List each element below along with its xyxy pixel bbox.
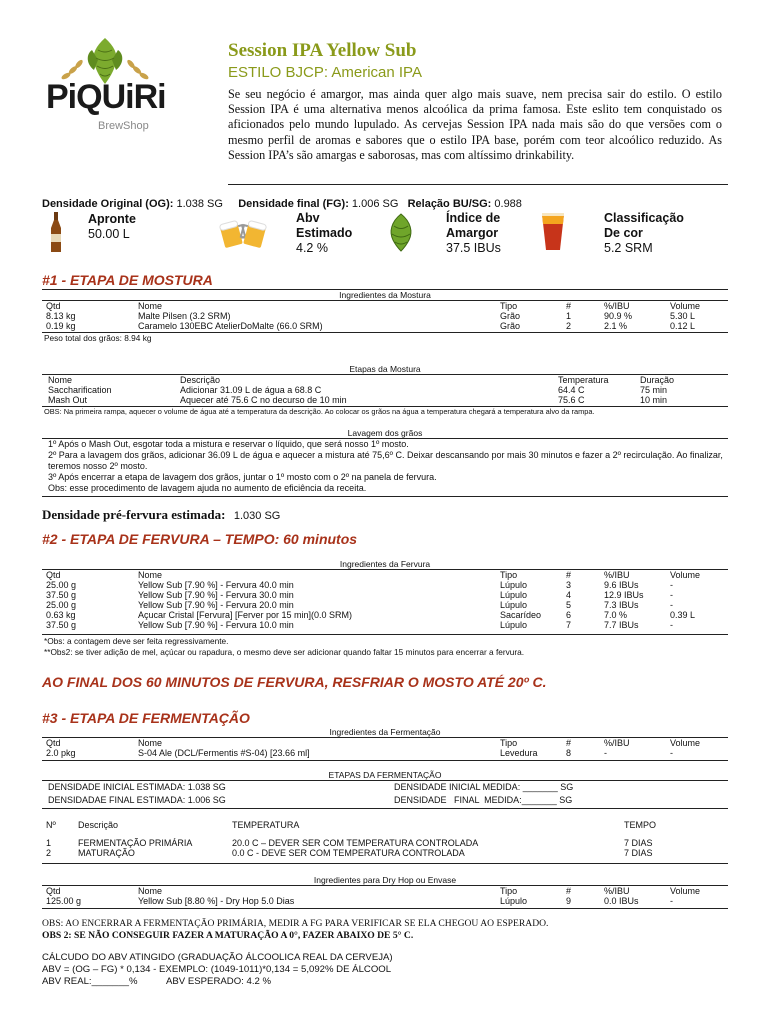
table-cell: Açucar Cristal [Fervura] [Ferver por 15 min](0.0 SRM) xyxy=(138,610,353,620)
boil-heading: #2 - ETAPA DE FERVURA – TEMPO: 60 minutos xyxy=(42,531,358,547)
preboil-value: 1.030 SG xyxy=(233,510,281,522)
table-cell: 3 xyxy=(566,580,572,590)
divider xyxy=(228,184,728,185)
og-label: Densidade Original (OG): xyxy=(42,198,174,210)
apronte-label: Apronte xyxy=(88,212,136,226)
col-header: Qtd xyxy=(46,886,61,896)
table-cell: 7.7 IBUs xyxy=(604,620,639,630)
col-header: # xyxy=(566,301,572,311)
table-cell: Malte Pilsen (3.2 SRM) xyxy=(138,311,231,321)
abv-expected: ABV ESPERADO: 4.2 % xyxy=(166,976,272,987)
col-header: %/IBU xyxy=(604,886,630,896)
table-cell: Yellow Sub [7.90 %] - Fervura 30.0 min xyxy=(138,590,294,600)
table-cell: - xyxy=(670,580,673,590)
boil-ingredients-caption: Ingredientes da Fervura xyxy=(339,559,431,569)
mash-obs: OBS: Na primeira rampa, aquecer o volume de água até a temperatura da descrição. Ao colocar os grãos na água a temperatura chegará a temperatura alvo da rampa. xyxy=(44,407,595,416)
calc-formula: ABV = (OG – FG) * 0,134 - EXEMPLO: (1049-1011)*0,134 = 5,092% DE ÁLCOOL xyxy=(42,964,392,975)
table-cell: 25.00 g xyxy=(46,580,77,590)
boil-ingredients-table xyxy=(46,570,728,630)
col-header: Qtd xyxy=(46,301,61,311)
col-header: Tipo xyxy=(500,738,518,748)
table-cell: 8.13 kg xyxy=(46,311,76,321)
table-cell: Lúpulo xyxy=(500,620,528,630)
table-cell: Lúpulo xyxy=(500,590,528,600)
table-cell: 90.9 % xyxy=(604,311,633,321)
col-header: Tipo xyxy=(500,301,518,311)
table-cell: 9.6 IBUs xyxy=(604,580,639,590)
gravity-row xyxy=(42,198,522,210)
table-cell: 2.1 % xyxy=(604,321,628,331)
table-cell: Adicionar 31.09 L de água a 68.8 C xyxy=(180,385,322,395)
table-cell: 1 xyxy=(566,311,572,321)
table-cell: Yellow Sub [8.80 %] - Dry Hop 5.0 Dias xyxy=(138,896,295,906)
col-header: Descrição xyxy=(78,820,119,830)
ferment-steps-table xyxy=(46,820,728,858)
table-cell: Saccharification xyxy=(48,385,112,395)
bu-label: Relação BU/SG: xyxy=(407,198,492,210)
abv-real: ABV REAL:_______% xyxy=(42,976,138,987)
divider xyxy=(42,808,728,809)
col-header: # xyxy=(566,570,572,580)
ferment-steps-caption: ETAPAS DA FERMENTAÇÃO xyxy=(328,770,442,780)
col-header: %/IBU xyxy=(604,738,630,748)
wash-steps xyxy=(48,439,724,494)
table-cell: Lúpulo xyxy=(500,896,528,906)
col-header: Qtd xyxy=(46,738,61,748)
table-cell: 25.00 g xyxy=(46,600,77,610)
mash-steps-caption: Etapas da Mostura xyxy=(349,364,421,374)
col-header: %/IBU xyxy=(604,301,630,311)
wash-step: 2º Para a lavagem dos grãos, adicionar 36.09 L de água e aquecer a mistura até 75,6º C. Deixar descansando por mais 30 minutos e fazer a 2º recirculação. Ao finalizar, teremos nosso 2º mosto. xyxy=(48,450,723,471)
table-cell: Grão xyxy=(500,311,521,321)
table-cell: FERMENTAÇÃO PRIMÁRIA xyxy=(78,838,193,848)
col-header: TEMPERATURA xyxy=(232,820,300,830)
bu-value: 0.988 xyxy=(494,198,522,210)
abv-label-1: Abv xyxy=(296,211,320,225)
table-cell: - xyxy=(670,590,673,600)
divider xyxy=(42,634,728,635)
table-cell: - xyxy=(670,748,673,758)
col-header: Volume xyxy=(670,738,701,748)
table-cell: 64.4 C xyxy=(558,385,585,395)
table-cell: 0.19 kg xyxy=(46,321,76,331)
table-cell: 0.39 L xyxy=(670,610,696,620)
col-header: Duração xyxy=(640,375,675,385)
table-cell: 5.30 L xyxy=(670,311,696,321)
table-cell: 37.50 g xyxy=(46,590,77,600)
table-cell: 1 xyxy=(46,838,52,848)
table-cell: Caramelo 130EBC AtelierDoMalte (66.0 SRM) xyxy=(138,321,323,331)
mash-total-weight: Peso total dos grãos: 8.94 kg xyxy=(44,333,152,343)
table-cell: 7 DIAS xyxy=(624,848,653,858)
col-header: Qtd xyxy=(46,570,61,580)
table-cell: 5 xyxy=(566,600,572,610)
table-cell: 2 xyxy=(46,848,52,858)
wash-step: Obs: esse procedimento de lavagem ajuda no aumento de eficiência da receita. xyxy=(48,483,367,493)
col-header: Temperatura xyxy=(558,375,609,385)
wash-caption: Lavagem dos grãos xyxy=(347,428,423,438)
divider xyxy=(42,496,728,497)
table-cell: 75 min xyxy=(640,385,668,395)
table-cell: 0.0 C - DEVE SER COM TEMPERATURA CONTROLADA xyxy=(232,848,465,858)
table-cell: - xyxy=(670,620,673,630)
table-cell: 7.0 % xyxy=(604,610,628,620)
table-cell: Levedura xyxy=(500,748,538,758)
fg-value: 1.006 SG xyxy=(351,198,399,210)
ferment-ingredients-table xyxy=(46,738,728,758)
logo xyxy=(40,36,170,136)
table-cell: 7.3 IBUs xyxy=(604,600,639,610)
table-cell: 75.6 C xyxy=(558,395,585,405)
dry-hop-table xyxy=(46,886,728,906)
table-cell: Yellow Sub [7.90 %] - Fervura 10.0 min xyxy=(138,620,294,630)
table-cell: 0.12 L xyxy=(670,321,696,331)
preboil-gravity xyxy=(42,506,280,524)
apronte-value: 50.00 L xyxy=(88,227,130,241)
table-cell: 9 xyxy=(566,896,572,906)
table-cell: 12.9 IBUs xyxy=(604,590,644,600)
wash-step: 3º Após encerrar a etapa de lavagem dos grãos, juntar o 1º mosto com o 2º na panela de fervura. xyxy=(48,472,437,482)
table-cell: Mash Out xyxy=(48,395,88,405)
calc-title: CÁLCUDO DO ABV ATINGIDO (GRADUAÇÃO ÁLCOOLICA REAL DA CERVEJA) xyxy=(42,952,393,963)
mash-ingredients-caption: Ingredientes da Mostura xyxy=(339,290,431,300)
abv-label-2: Estimado xyxy=(296,226,353,240)
srm-label-1: Classificação xyxy=(604,211,684,225)
table-cell: 8 xyxy=(566,748,572,758)
brand-name: PiQUiRi xyxy=(46,78,166,116)
table-cell: - xyxy=(670,600,673,610)
col-header: TEMPO xyxy=(624,820,657,830)
table-cell: 37.50 g xyxy=(46,620,77,630)
table-cell: Sacarídeo xyxy=(500,610,542,620)
boil-obs-2: **Obs2: se tiver adição de mel, açúcar ou rapadura, o mesmo deve ser adicionar quando faltar 15 minutos para encerrar a fervura. xyxy=(44,647,525,657)
bottle-icon xyxy=(48,212,64,252)
table-cell: Lúpulo xyxy=(500,580,528,590)
preboil-label: Densidade pré-fervura estimada: xyxy=(42,507,226,522)
fg-estimated: DENSIDADAE FINAL ESTIMADA: 1.006 SG xyxy=(48,795,226,805)
table-cell: MATURAÇÃO xyxy=(78,848,135,858)
col-header: %/IBU xyxy=(604,570,630,580)
col-header: Nome xyxy=(138,570,163,580)
table-cell: - xyxy=(670,896,673,906)
ig-measured: DENSIDADE INICIAL MEDIDA: _______ SG xyxy=(394,782,574,792)
ibu-label-2: Amargor xyxy=(446,226,499,240)
abv-value: 4.2 % xyxy=(296,241,328,255)
col-header: # xyxy=(566,886,572,896)
final-obs-2: OBS 2: SE NÃO CONSEGUIR FAZER A MATURAÇÃO A 0°, FAZER ABAIXO DE 5° C. xyxy=(42,930,414,941)
col-header: Volume xyxy=(670,301,701,311)
col-header: Nº xyxy=(46,820,56,830)
brand-sub: BrewShop xyxy=(98,120,149,132)
table-cell: Aquecer até 75.6 C no decurso de 10 min xyxy=(180,395,347,405)
final-obs-1: OBS: AO ENCERRAR A FERMENTAÇÃO PRIMÁRIA, MEDIR A FG PARA VERIFICAR SE ELA CHEGOU AO ESPERADO. xyxy=(42,918,549,929)
ferment-ingredients-caption: Ingredientes da Fermentação xyxy=(329,727,441,737)
table-cell: 2.0 pkg xyxy=(46,748,76,758)
mash-ingredients-table xyxy=(46,301,728,331)
divider xyxy=(42,780,728,781)
table-cell: 125.00 g xyxy=(46,896,82,906)
boil-obs-1: *Obs: a contagem deve ser feita regressivamente. xyxy=(44,636,229,646)
table-cell: 10 min xyxy=(640,395,668,405)
table-cell: 4 xyxy=(566,590,572,600)
mash-heading: #1 - ETAPA DE MOSTURA xyxy=(42,272,213,288)
ferment-heading: #3 - ETAPA DE FERMENTAÇÃO xyxy=(42,710,250,726)
recipe-style: ESTILO BJCP: American IPA xyxy=(228,64,422,81)
ibu-value: 37.5 IBUs xyxy=(446,241,501,255)
recipe-intro: Se seu negócio é amargor, mas ainda quer algo mais suave, nem precisa sair do estilo. O estilo Session IPA é uma alternativa menos alcoólica da prima famosa. Este eslito tem conquistado os aficionados pelo mundo lupulado. As cervejas Session IPA nada mais são do que versões com o mesmo perfil de aromas e sabores que o estilo IPA base, porém com teor alcoólico reduzido. As Session IPA’s são amargas e saborosas, mas com altíssimo drinkability. xyxy=(228,87,722,162)
table-cell: Lúpulo xyxy=(500,600,528,610)
mash-steps-table xyxy=(48,375,728,405)
col-header: Volume xyxy=(670,570,701,580)
divider xyxy=(42,760,728,761)
col-header: # xyxy=(566,738,572,748)
ig-estimated: DENSIDADE INICIAL ESTIMADA: 1.038 SG xyxy=(48,782,226,792)
divider xyxy=(42,863,728,864)
table-cell: 20.0 C – DEVER SER COM TEMPERATURA CONTROLADA xyxy=(232,838,479,848)
beer-glass-icon xyxy=(540,212,566,252)
table-cell: 0.63 kg xyxy=(46,610,76,620)
dry-hop-caption: Ingredientes para Dry Hop ou Envase xyxy=(313,875,457,885)
table-cell: 0.0 IBUs xyxy=(604,896,639,906)
table-cell: Yellow Sub [7.90 %] - Fervura 40.0 min xyxy=(138,580,294,590)
table-cell: 6 xyxy=(566,610,572,620)
col-header: Nome xyxy=(138,738,163,748)
table-cell: 7 DIAS xyxy=(624,838,653,848)
table-cell: S-04 Ale (DCL/Fermentis #S-04) [23.66 ml] xyxy=(138,748,310,758)
ibu-label-1: Índice de xyxy=(446,211,501,225)
col-header: Descrição xyxy=(180,375,221,385)
table-cell: - xyxy=(604,748,607,758)
srm-label-2: De cor xyxy=(604,226,643,240)
col-header: Nome xyxy=(138,886,163,896)
col-header: Tipo xyxy=(500,886,518,896)
og-value: 1.038 SG xyxy=(176,198,223,210)
recipe-title: Session IPA Yellow Sub xyxy=(228,40,417,61)
col-header: Volume xyxy=(670,886,701,896)
table-cell: Grão xyxy=(500,321,521,331)
col-header: Nome xyxy=(48,375,73,385)
col-header: Nome xyxy=(138,301,163,311)
divider xyxy=(42,908,728,909)
srm-value: 5.2 SRM xyxy=(604,241,653,255)
table-cell: 2 xyxy=(566,321,572,331)
col-header: Tipo xyxy=(500,570,518,580)
fg-label: Densidade final (FG): xyxy=(238,198,349,210)
fg-measured: DENSIDADE FINAL MEDIDA:_______ SG xyxy=(394,795,573,805)
wash-step: 1º Após o Mash Out, esgotar toda a mistura e reservar o líquido, que será nosso 1º mosto. xyxy=(48,439,409,449)
table-cell: Yellow Sub [7.90 %] - Fervura 20.0 min xyxy=(138,600,294,610)
table-cell: 7 xyxy=(566,620,572,630)
hop-cone-icon xyxy=(385,212,417,252)
beer-mugs-icon xyxy=(218,214,268,250)
chill-instruction: AO FINAL DOS 60 MINUTOS DE FERVURA, RESFRIAR O MOSTO ATÉ 20º C. xyxy=(42,674,547,690)
